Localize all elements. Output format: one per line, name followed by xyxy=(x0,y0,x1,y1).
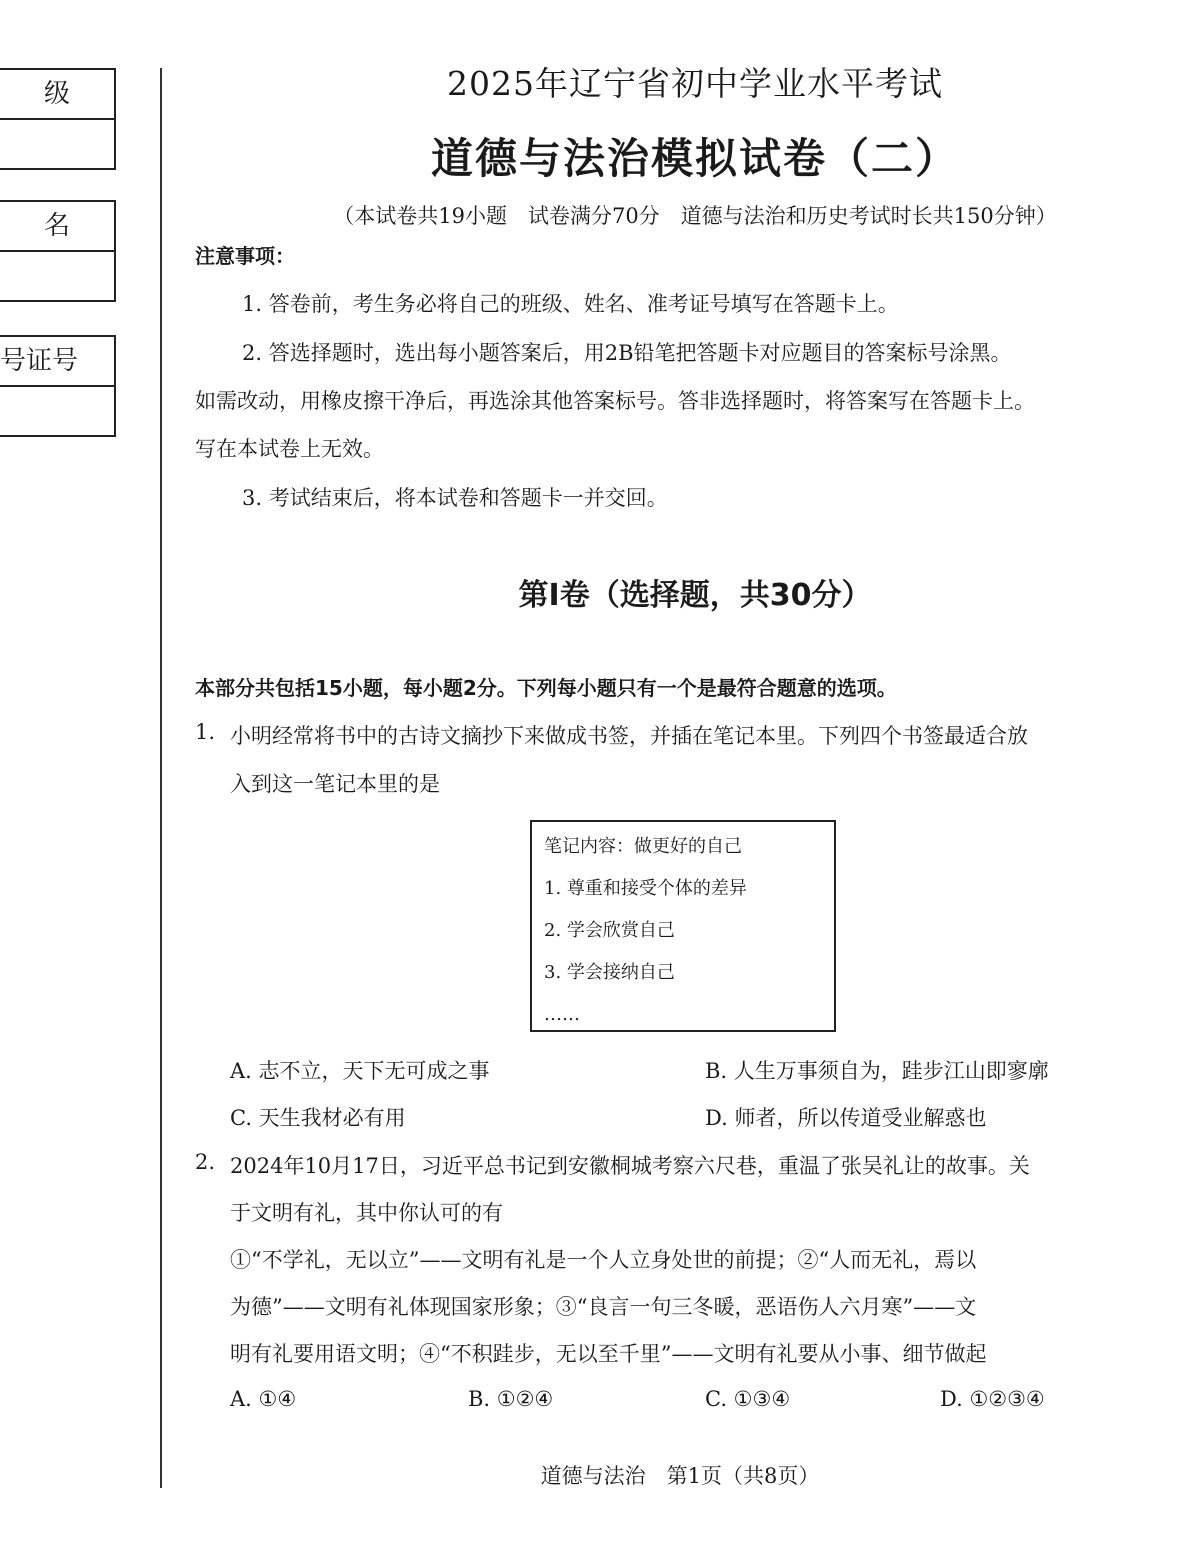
question-2-statement-line-1: ①“不学礼，无以立”——文明有礼是一个人立身处世的前提；②“人而无礼，焉以 xyxy=(230,1248,977,1272)
question-2-option-d: D. ①②③④ xyxy=(940,1387,1045,1411)
exam-id-field-box xyxy=(0,335,116,437)
note-box-item-2: 2. 学会欣赏自己 xyxy=(544,920,675,941)
question-1-option-d: D. 师者，所以传道受业解惑也 xyxy=(705,1106,987,1130)
question-2-stem-line-2: 于文明有礼，其中你认可的有 xyxy=(230,1201,503,1225)
section-title: 第Ⅰ卷（选择题，共30分） xyxy=(518,578,872,613)
name-field-blank xyxy=(0,252,114,300)
note-content-box xyxy=(530,820,836,1032)
exam-id-field-blank xyxy=(0,387,114,435)
question-1-number: 1. xyxy=(195,720,216,744)
question-2-option-c: C. ①③④ xyxy=(705,1387,791,1411)
note-item-2-line-1: 2. 答选择题时，选出每小题答案后，用2B铅笔把答题卡对应题目的答案标号涂黑。 xyxy=(242,341,1012,365)
question-1-option-b: B. 人生万事须自为，跬步江山即寥廓 xyxy=(705,1059,1049,1083)
exam-id-field-label: 号证号 xyxy=(0,337,114,387)
class-field-blank xyxy=(0,120,114,168)
note-item-3: 3. 考试结束后，将本试卷和答题卡一并交回。 xyxy=(242,486,668,510)
notes-heading: 注意事项： xyxy=(195,244,295,268)
question-2-number: 2. xyxy=(195,1150,216,1174)
note-item-2-line-2: 如需改动，用橡皮擦干净后，再选涂其他答案标号。答非选择题时，将答案写在答题卡上。 xyxy=(195,389,1035,413)
question-2-statement-line-2: 为德”——文明有礼体现国家形象；③“良言一句三冬暖，恶语伤人六月寒”——文 xyxy=(230,1295,977,1319)
note-box-item-1: 1. 尊重和接受个体的差异 xyxy=(544,878,747,899)
question-2-option-b: B. ①②④ xyxy=(468,1387,554,1411)
question-1-stem-line-1: 小明经常将书中的古诗文摘抄下来做成书签，并插在笔记本里。下列四个书签最适合放 xyxy=(230,724,1028,748)
section-instruction: 本部分共包括15小题，每小题2分。下列每小题只有一个是最符合题意的选项。 xyxy=(195,676,897,700)
paper-title: 道德与法治模拟试卷（二） xyxy=(430,134,959,183)
name-field-label: 名 xyxy=(0,202,114,252)
paper-info: （本试卷共19小题 试卷满分70分 道德与法治和历史考试时长共150分钟） xyxy=(333,204,1057,228)
note-item-2-line-3: 写在本试卷上无效。 xyxy=(195,437,384,461)
question-1-stem-line-2: 入到这一笔记本里的是 xyxy=(230,772,440,796)
binding-line xyxy=(160,68,162,1488)
question-2-stem-line-1: 2024年10月17日，习近平总书记到安徽桐城考察六尺巷，重温了张吴礼让的故事。关 xyxy=(230,1154,1030,1178)
question-2-option-a: A. ①④ xyxy=(230,1387,297,1411)
note-item-1: 1. 答卷前，考生务必将自己的班级、姓名、准考证号填写在答题卡上。 xyxy=(242,292,899,316)
note-box-item-3: 3. 学会接纳自己 xyxy=(544,962,675,983)
note-box-ellipsis: …… xyxy=(544,1004,580,1025)
class-field-box xyxy=(0,68,116,170)
class-field-label: 级 xyxy=(0,70,114,120)
question-1-option-a: A. 志不立，天下无可成之事 xyxy=(230,1059,490,1083)
question-2-statement-line-3: 明有礼要用语文明；④“不积跬步，无以至千里”——文明有礼要从小事、细节做起 xyxy=(230,1342,987,1366)
note-box-title: 笔记内容：做更好的自己 xyxy=(544,836,742,857)
exam-title: 2025年辽宁省初中学业水平考试 xyxy=(447,64,943,103)
name-field-box xyxy=(0,200,116,302)
question-1-option-c: C. 天生我材必有用 xyxy=(230,1106,406,1130)
page-footer: 道德与法治 第1页（共8页） xyxy=(540,1464,820,1488)
